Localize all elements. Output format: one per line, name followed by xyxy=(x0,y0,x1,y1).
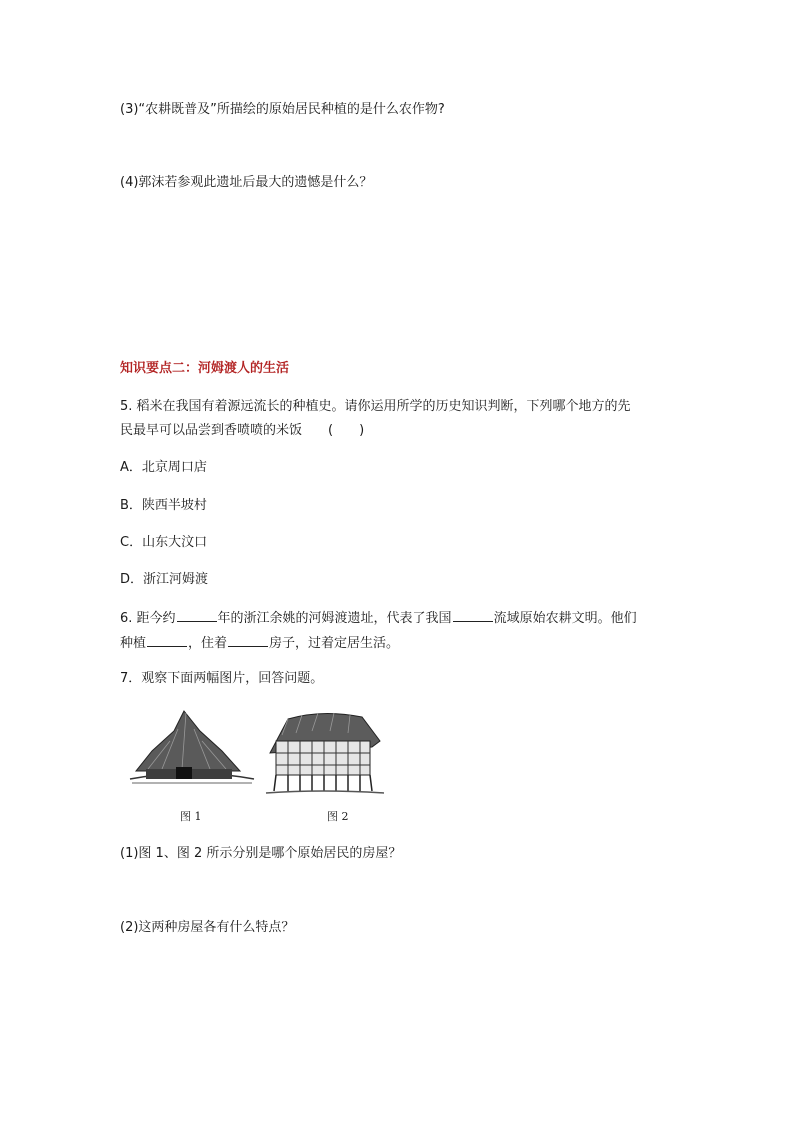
q6-text: 流域原始农耕文明。他们 xyxy=(493,611,637,626)
figure-2-caption: 图 2 xyxy=(327,810,349,823)
question-6-line2 xyxy=(120,633,399,653)
house-illustrations xyxy=(122,703,392,803)
question-7-intro: 7．观察下面两幅图片，回答问题。 xyxy=(120,671,324,686)
stilt-house-illustration xyxy=(266,713,384,793)
question-7-sub2: (2)这两种房屋各有什么特点？ xyxy=(120,920,295,935)
fill-blank[interactable] xyxy=(228,633,268,647)
question-3: (3)“农耕既普及”所描绘的原始居民种植的是什么农作物? xyxy=(120,102,445,117)
figure-1-caption: 图 1 xyxy=(180,810,202,823)
section-heading: 知识要点二：河姆渡人的生活 xyxy=(120,361,290,376)
question-7-sub1: (1)图 1、图 2 所示分别是哪个原始居民的房屋？ xyxy=(120,846,402,861)
thatched-hut-illustration xyxy=(130,711,254,783)
fill-blank[interactable] xyxy=(177,608,217,622)
question-4: (4)郭沫若参观此遗址后最大的遗憾是什么？ xyxy=(120,175,373,190)
option-b: B．陕西半坡村 xyxy=(120,498,207,513)
fill-blank[interactable] xyxy=(147,633,187,647)
option-d: D．浙江河姆渡 xyxy=(120,572,209,587)
q6-text: 6. 距今约 xyxy=(120,611,176,626)
q6-text: 年的浙江余姚的河姆渡遗址，代表了我国 xyxy=(217,611,452,626)
question-5-line2: 民最早可以品尝到香喷喷的米饭 ( ) xyxy=(120,423,365,438)
option-a: A．北京周口店 xyxy=(120,460,207,475)
question-5-line1: 5. 稻米在我国有着源远流长的种植史。请你运用所学的历史知识判断，下列哪个地方的先 xyxy=(120,399,631,414)
house-figures xyxy=(122,703,392,828)
q6-text: 房子，过着定居生活。 xyxy=(269,636,400,651)
option-c: C．山东大汶口 xyxy=(120,535,208,550)
question-6-line1 xyxy=(120,608,637,628)
q6-text: ，住着 xyxy=(188,636,228,651)
fill-blank[interactable] xyxy=(453,608,493,622)
q6-text: 种植 xyxy=(120,636,147,651)
